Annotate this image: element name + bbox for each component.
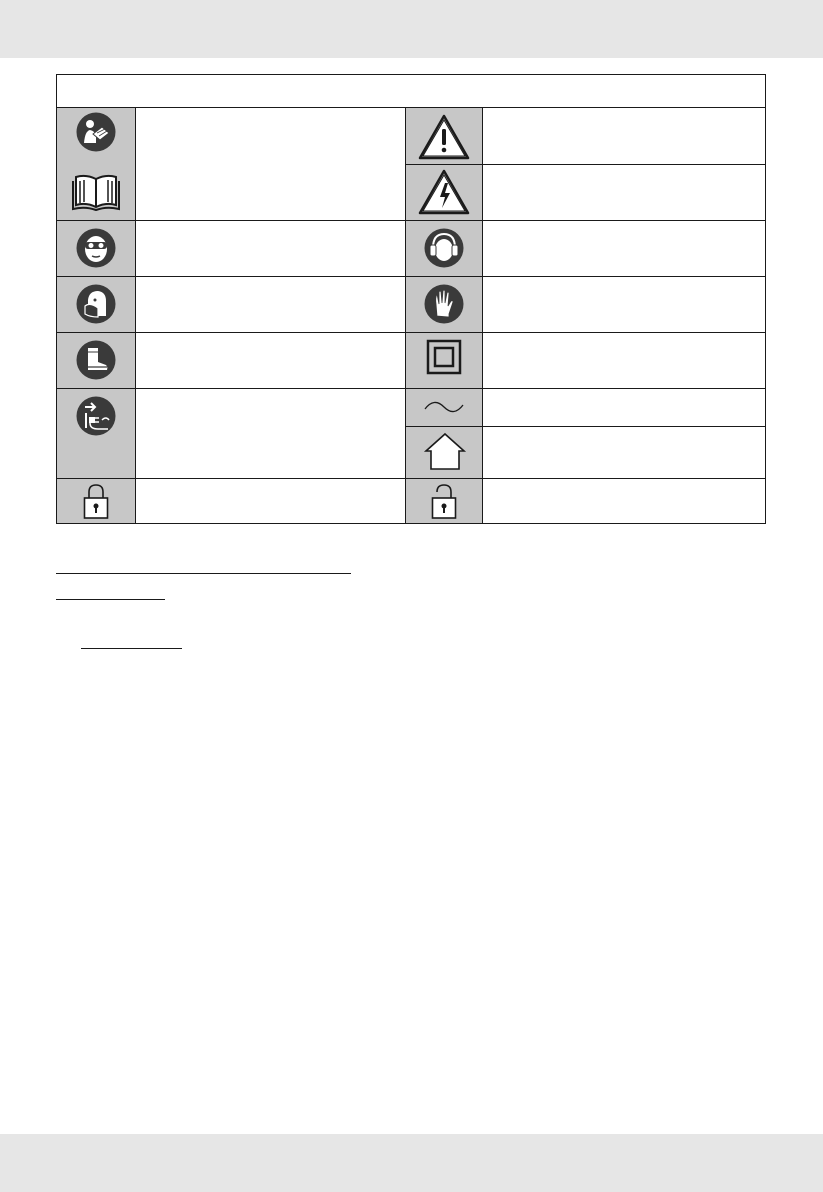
grid-line xyxy=(482,108,483,523)
wear-safety-boots-icon xyxy=(76,340,116,380)
grid-line xyxy=(135,108,136,523)
warning-triangle-icon xyxy=(418,114,470,160)
grid-line xyxy=(57,276,405,277)
grid-line xyxy=(405,108,406,523)
heading-underline xyxy=(56,573,351,574)
grid-line xyxy=(57,220,405,221)
locked-padlock-icon xyxy=(83,482,109,520)
grid-line xyxy=(405,426,765,427)
unplug-before-maintenance-icon xyxy=(76,396,116,436)
grid-line xyxy=(405,478,765,479)
top-margin-band xyxy=(0,0,823,58)
electric-shock-warning-icon xyxy=(418,169,470,215)
table-header-row xyxy=(57,75,765,108)
alternating-current-icon xyxy=(423,398,465,416)
manual-book-icon xyxy=(72,173,120,211)
bottom-margin-band xyxy=(0,1134,823,1192)
subheading-underline xyxy=(56,599,165,600)
subsection-underline xyxy=(81,648,182,649)
indoor-use-only-icon xyxy=(423,431,467,471)
wear-safety-goggles-icon xyxy=(76,228,116,268)
wear-ear-protection-icon xyxy=(424,228,464,268)
protection-class-ii-icon xyxy=(426,339,462,375)
grid-line xyxy=(57,332,405,333)
read-manual-icon xyxy=(76,112,116,152)
wear-gloves-icon xyxy=(424,284,464,324)
grid-line xyxy=(57,478,405,479)
grid-line xyxy=(405,332,765,333)
grid-line xyxy=(405,164,765,165)
unlocked-padlock-icon xyxy=(431,482,457,520)
wear-dust-mask-icon xyxy=(76,284,116,324)
symbols-table xyxy=(56,74,766,524)
grid-line xyxy=(405,388,765,389)
grid-line xyxy=(405,220,765,221)
grid-line xyxy=(57,388,405,389)
grid-line xyxy=(405,276,765,277)
